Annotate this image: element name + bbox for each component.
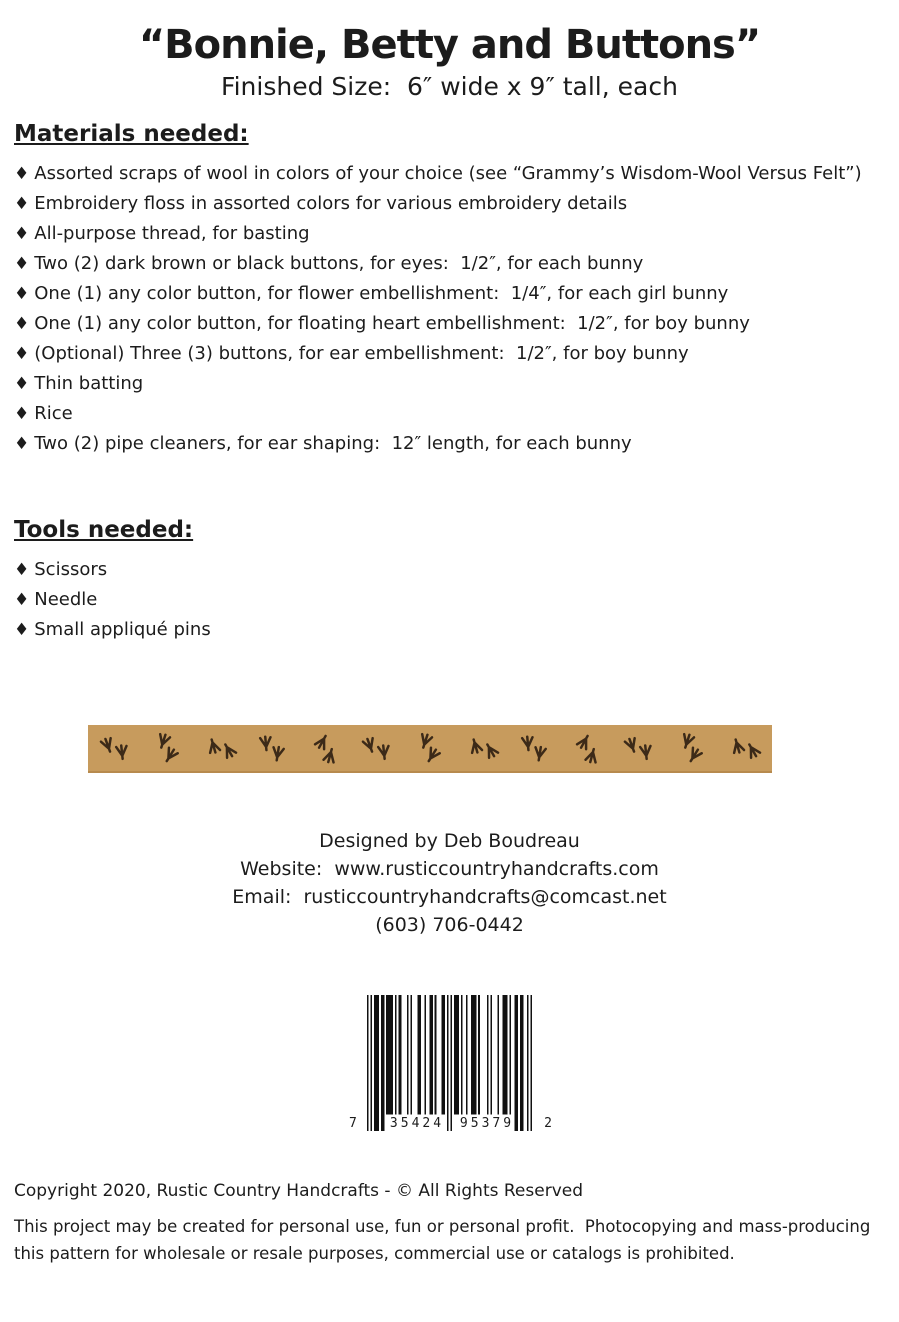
list-item-text: One (1) any color button, for floating heart embellishment: 1/2″, for boy bunny (34, 313, 750, 334)
list-item (14, 369, 885, 399)
bird-track-icon (672, 728, 712, 769)
list-item (14, 615, 885, 645)
email-line: Email: rusticcountryhandcrafts@comcast.net (232, 886, 667, 908)
diamond-bullet-icon: ♦ (14, 224, 30, 244)
bird-track-icon (199, 726, 242, 770)
list-item-text: Rice (34, 403, 73, 424)
diamond-bullet-icon: ♦ (14, 404, 30, 424)
list-item-text: Two (2) pipe cleaners, for ear shaping: 12″ length, for each bunny (34, 433, 632, 454)
diamond-bullet-icon: ♦ (14, 164, 30, 184)
list-item (14, 429, 885, 459)
diamond-bullet-icon: ♦ (14, 344, 30, 364)
diamond-bullet-icon: ♦ (14, 254, 30, 274)
diamond-bullet-icon: ♦ (14, 620, 30, 640)
list-item-text: Two (2) dark brown or black buttons, for eyes: 1/2″, for each bunny (34, 253, 644, 274)
decorative-band (88, 725, 772, 773)
bird-track-icon (306, 728, 344, 768)
tools-heading: Tools needed: (14, 517, 194, 543)
diamond-bullet-icon: ♦ (14, 560, 30, 580)
diamond-bullet-icon: ♦ (14, 314, 30, 334)
bird-track-icon (568, 728, 606, 768)
barcode-digit-left: 7 (349, 1116, 357, 1131)
bird-track-icon (619, 727, 659, 769)
bird-track-icon (723, 726, 766, 770)
diamond-bullet-icon: ♦ (14, 284, 30, 304)
phone-number: (603) 706-0442 (375, 914, 524, 936)
list-item (14, 219, 885, 249)
list-item (14, 189, 885, 219)
list-item (14, 159, 885, 189)
contact-block (14, 827, 885, 939)
list-item (14, 279, 885, 309)
footer (14, 1181, 885, 1267)
materials-list (14, 159, 885, 459)
diamond-bullet-icon: ♦ (14, 194, 30, 214)
legal-text: This project may be created for personal use, fun or personal profit. Photocopying and mass-producing this pattern for wholesale or resale purposes, commercial use or catalogs is prohibited. (14, 1217, 876, 1263)
diamond-bullet-icon: ♦ (14, 590, 30, 610)
list-item (14, 555, 885, 585)
pattern-back-page (0, 22, 899, 1267)
list-item-text: One (1) any color button, for flower embellishment: 1/4″, for each girl bunny (34, 283, 729, 304)
tools-list (14, 555, 885, 645)
bird-track-icon (518, 730, 552, 766)
list-item-text: Needle (34, 589, 98, 610)
diamond-bullet-icon: ♦ (14, 374, 30, 394)
list-item (14, 249, 885, 279)
list-item (14, 339, 885, 369)
list-item-text: Small appliqué pins (34, 619, 211, 640)
bird-track-icon (95, 727, 135, 769)
bird-track-icon (461, 726, 504, 770)
diamond-bullet-icon: ♦ (14, 434, 30, 454)
designer-credit: Designed by Deb Boudreau (319, 830, 580, 852)
bird-track-icon (148, 728, 188, 769)
page-title: “Bonnie, Betty and Buttons” (138, 22, 761, 68)
copyright-line: Copyright 2020, Rustic Country Handcrafts - © All Rights Reserved (14, 1181, 584, 1201)
finished-size: Finished Size: 6″ wide x 9″ tall, each (221, 72, 678, 101)
list-item-text: (Optional) Three (3) buttons, for ear embellishment: 1/2″, for boy bunny (34, 343, 689, 364)
barcode-digit-group1: 35424 (389, 1116, 445, 1131)
bird-track-icon (256, 730, 290, 766)
list-item-text: Scissors (34, 559, 108, 580)
materials-heading: Materials needed: (14, 121, 249, 147)
barcode-bars (367, 995, 532, 1131)
website-line: Website: www.rusticcountryhandcrafts.com (240, 858, 659, 880)
upc-barcode (347, 995, 552, 1131)
bird-track-icon (410, 728, 450, 769)
list-item-text: Thin batting (34, 373, 144, 394)
list-item-text: Embroidery floss in assorted colors for various embroidery details (34, 193, 628, 214)
list-item-text: All-purpose thread, for basting (34, 223, 310, 244)
list-item-text: Assorted scraps of wool in colors of your choice (see “Grammy’s Wisdom-Wool Versus Felt”) (34, 163, 862, 184)
barcode-digit-right: 2 (544, 1116, 552, 1131)
bird-track-icon (357, 727, 397, 769)
list-item (14, 309, 885, 339)
barcode-digit-group2: 95379 (459, 1116, 515, 1131)
list-item (14, 585, 885, 615)
list-item (14, 399, 885, 429)
